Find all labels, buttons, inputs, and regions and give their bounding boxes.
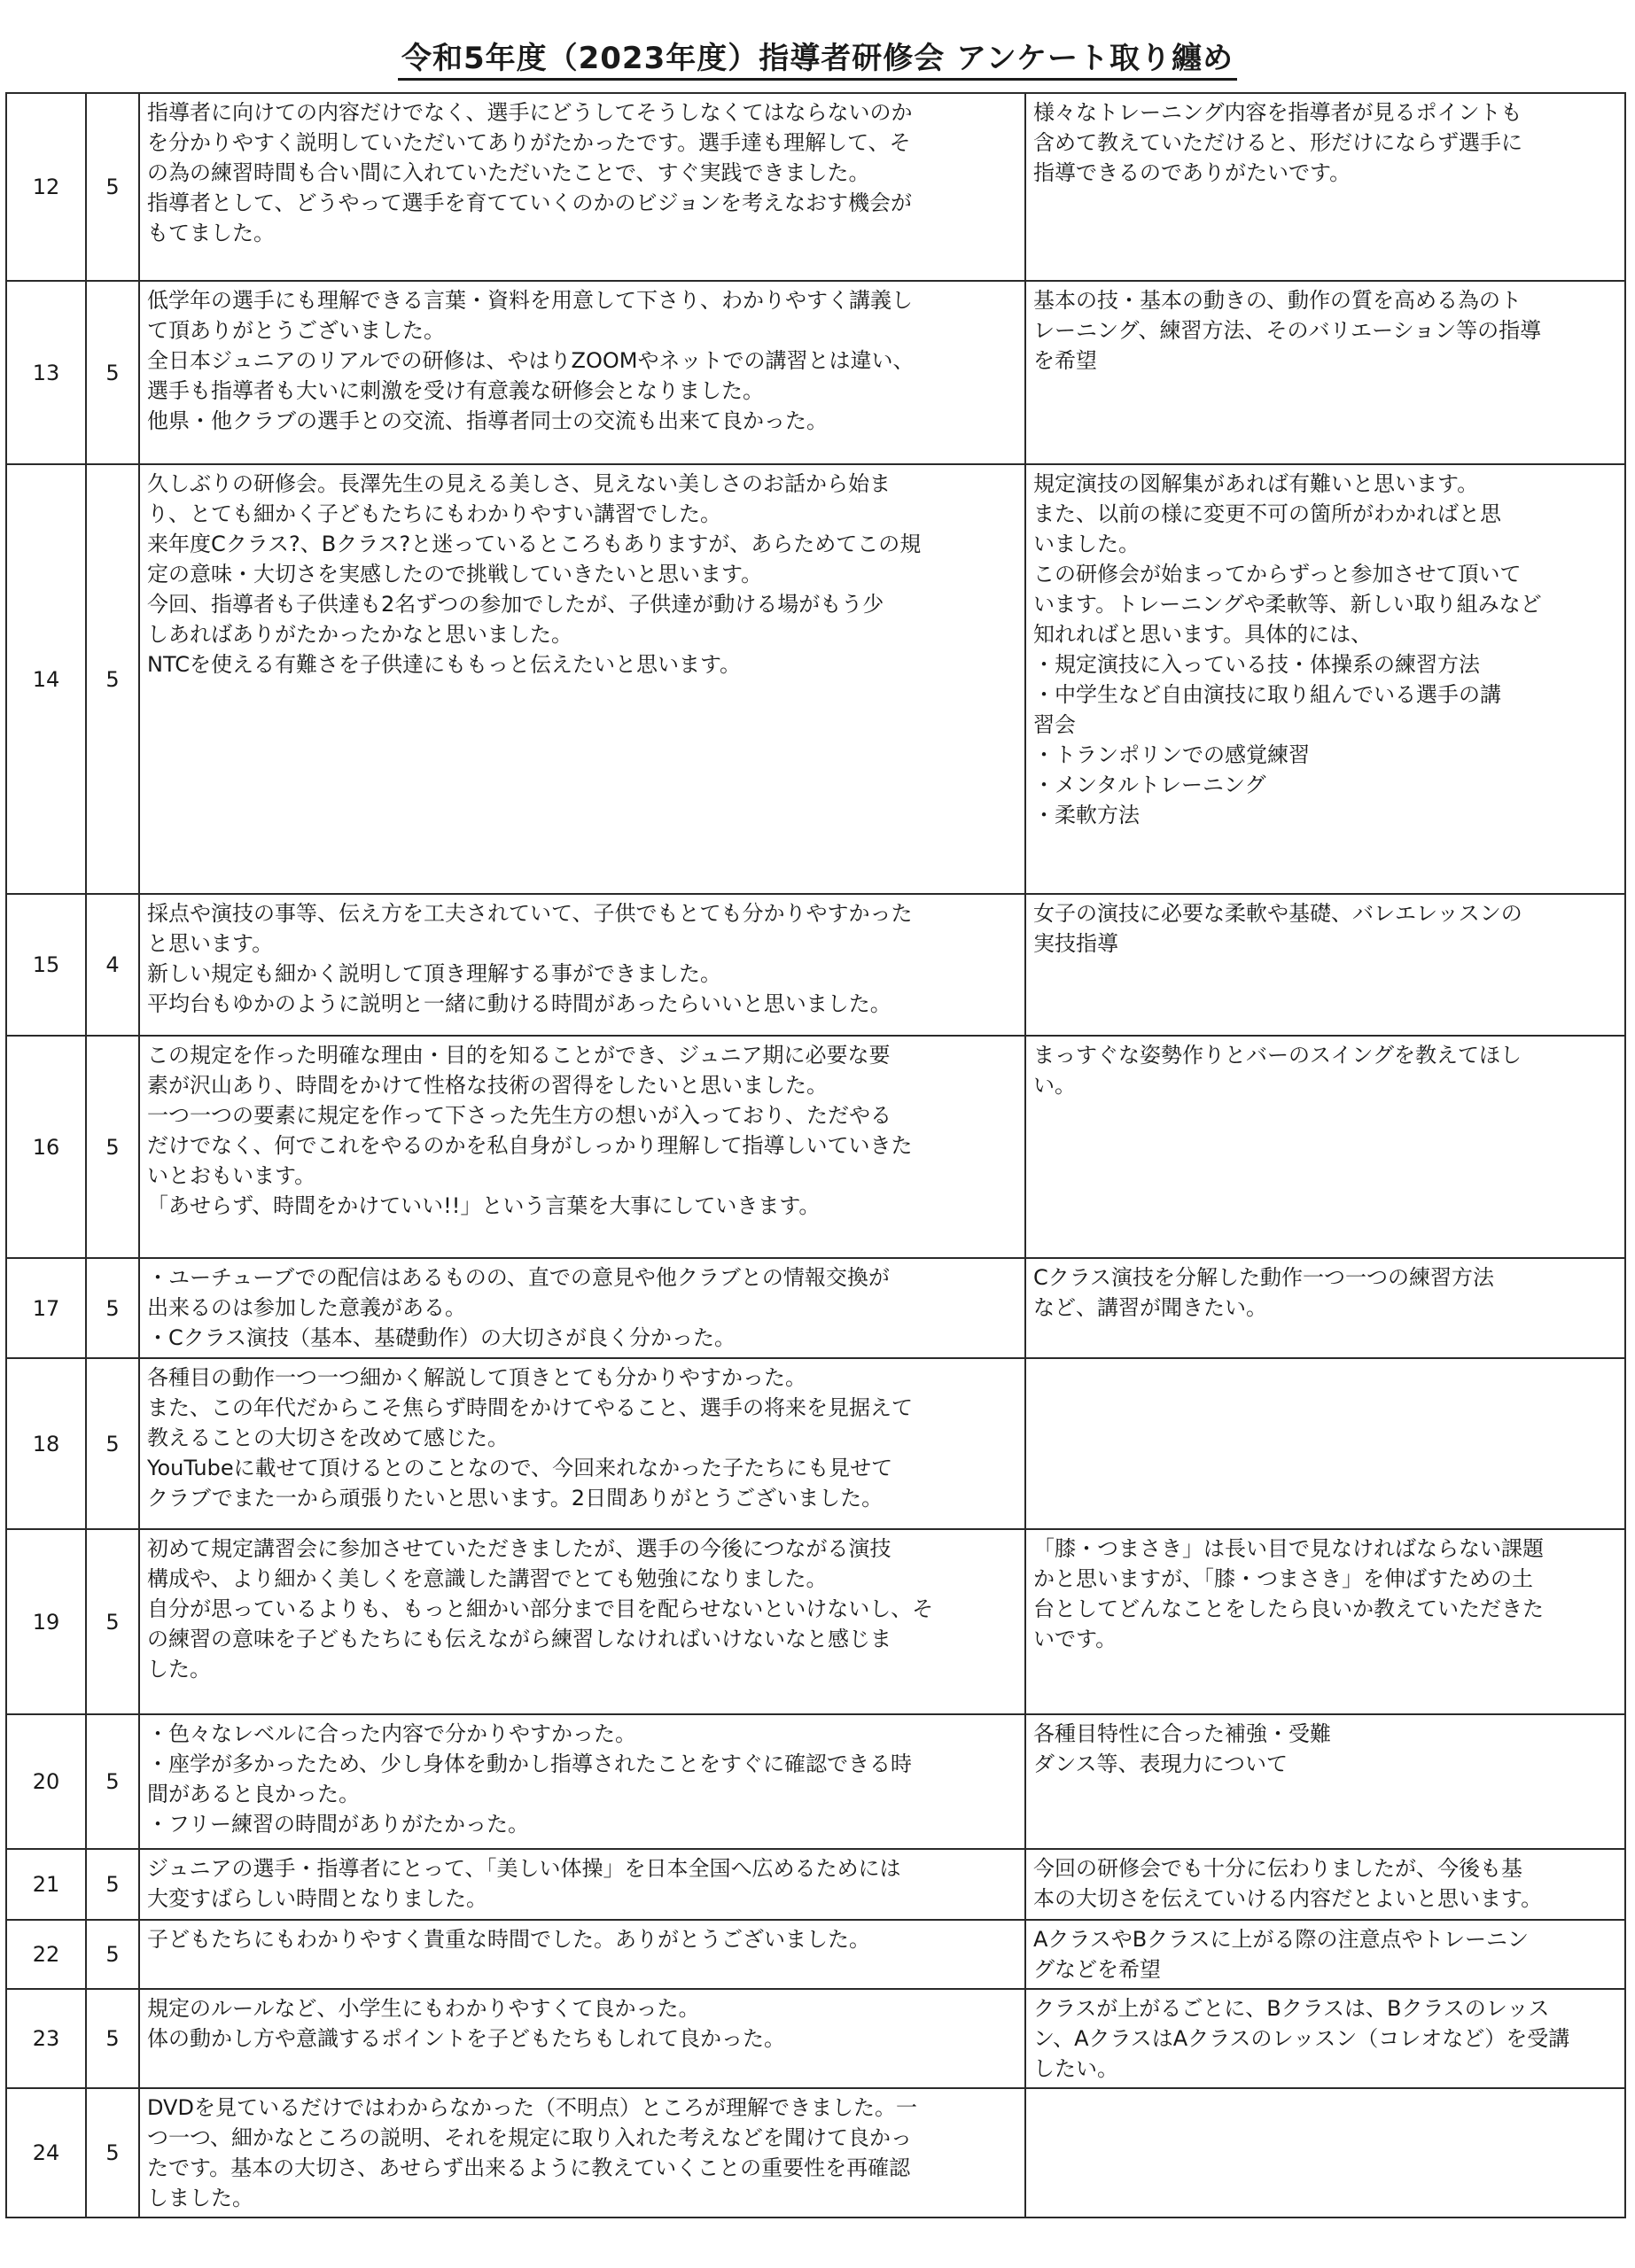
table-row bbox=[6, 1036, 1625, 1258]
row-number: 24 bbox=[6, 2088, 86, 2218]
table-row bbox=[6, 1529, 1625, 1714]
row-number: 14 bbox=[6, 464, 86, 894]
request-text: Cクラス演技を分解した動作一つ一つの練習方法 など、講習が聞きたい。 bbox=[1025, 1258, 1625, 1358]
impression-text: 採点や演技の事等、伝え方を工夫されていて、子供でもとても分かりやすかった と思います。 新しい規定も細かく説明して頂き理解する事ができました。 平均台もゆかのように説明と一緒に動ける時間があったらいいと思いました。 bbox=[139, 894, 1025, 1036]
table-row bbox=[6, 1258, 1625, 1358]
row-number: 23 bbox=[6, 1989, 86, 2088]
request-text: 女子の演技に必要な柔軟や基礎、バレエレッスンの 実技指導 bbox=[1025, 894, 1625, 1036]
survey-table-body bbox=[6, 93, 1625, 2218]
document-title: 令和5年度（2023年度）指導者研修会 アンケート取り纏め bbox=[0, 34, 1635, 77]
rating-score: 5 bbox=[86, 1849, 139, 1920]
rating-score: 5 bbox=[86, 1258, 139, 1358]
request-text: 各種目特性に合った補強・受難 ダンス等、表現力について bbox=[1025, 1714, 1625, 1849]
impression-text: この規定を作った明確な理由・目的を知ることができ、ジュニア期に必要な要 素が沢山あり、時間をかけて性格な技術の習得をしたいと思いました。 一つ一つの要素に規定を作って下さった先生方の想いが入っており、ただやる だけでなく、何でこれをやるのかを私自身がしっかり理解して指導しいていきた いとおもいます。 「あせらず、時間をかけていい!!」という言葉を大事にしていきます。 bbox=[139, 1036, 1025, 1258]
row-number: 15 bbox=[6, 894, 86, 1036]
rating-score: 5 bbox=[86, 1920, 139, 1989]
row-number: 18 bbox=[6, 1358, 86, 1529]
request-text bbox=[1025, 1358, 1625, 1529]
rating-score: 5 bbox=[86, 1529, 139, 1714]
table-row bbox=[6, 2088, 1625, 2218]
table-row bbox=[6, 93, 1625, 281]
impression-text: 久しぶりの研修会。長澤先生の見える美しさ、見えない美しさのお話から始ま り、とても細かく子どもたちにもわかりやすい講習でした。 来年度Cクラス?、Bクラス?と迷っているところもありますが、あらためてこの規 定の意味・大切さを実感したので挑戦していきたいと思います。 今回、指導者も子供達も2名ずつの参加でしたが、子供達が動ける場がもう少 しあればありがたかったかなと思いました。 NTCを使える有難さを子供達にももっと伝えたいと思います。 bbox=[139, 464, 1025, 894]
request-text bbox=[1025, 2088, 1625, 2218]
rating-score: 5 bbox=[86, 93, 139, 281]
row-number: 17 bbox=[6, 1258, 86, 1358]
row-number: 22 bbox=[6, 1920, 86, 1989]
row-number: 19 bbox=[6, 1529, 86, 1714]
table-row bbox=[6, 464, 1625, 894]
rating-score: 5 bbox=[86, 1036, 139, 1258]
impression-text: 規定のルールなど、小学生にもわかりやすくて良かった。 体の動かし方や意識するポイントを子どもたちもしれて良かった。 bbox=[139, 1989, 1025, 2088]
table-row bbox=[6, 1849, 1625, 1920]
rating-score: 5 bbox=[86, 281, 139, 464]
request-text: 基本の技・基本の動きの、動作の質を高める為のト レーニング、練習方法、そのバリエーション等の指導 を希望 bbox=[1025, 281, 1625, 464]
row-number: 13 bbox=[6, 281, 86, 464]
table-row bbox=[6, 281, 1625, 464]
impression-text: 子どもたちにもわかりやすく貴重な時間でした。ありがとうございました。 bbox=[139, 1920, 1025, 1989]
row-number: 20 bbox=[6, 1714, 86, 1849]
impression-text: DVDを見ているだけではわからなかった（不明点）ところが理解できました。一 つ一つ、細かなところの説明、それを規定に取り入れた考えなどを聞けて良かっ たです。基本の大切さ、あせらず出来るように教えていくことの重要性を再確認 しました。 bbox=[139, 2088, 1025, 2218]
request-text: 様々なトレーニング内容を指導者が見るポイントも 含めて教えていただけると、形だけにならず選手に 指導できるのでありがたいです。 bbox=[1025, 93, 1625, 281]
impression-text: ジュニアの選手・指導者にとって、「美しい体操」を日本全国へ広めるためには 大変すばらしい時間となりました。 bbox=[139, 1849, 1025, 1920]
rating-score: 5 bbox=[86, 2088, 139, 2218]
row-number: 21 bbox=[6, 1849, 86, 1920]
rating-score: 4 bbox=[86, 894, 139, 1036]
request-text: クラスが上がるごとに、Bクラスは、Bクラスのレッス ン、AクラスはAクラスのレッスン（コレオなど）を受講 したい。 bbox=[1025, 1989, 1625, 2088]
request-text: 「膝・つまさき」は長い目で見なければならない課題 かと思いますが、「膝・つまさき」を伸ばすための土 台としてどんなことをしたら良いか教えていただきた いです。 bbox=[1025, 1529, 1625, 1714]
table-row bbox=[6, 894, 1625, 1036]
rating-score: 5 bbox=[86, 1714, 139, 1849]
impression-text: 初めて規定講習会に参加させていただきましたが、選手の今後につながる演技 構成や、より細かく美しくを意識した講習でとても勉強になりました。 自分が思っているよりも、もっと細かい部分まで目を配らせないといけないし、そ の練習の意味を子どもたちにも伝えながら練習しなければいけないなと感じま した。 bbox=[139, 1529, 1025, 1714]
impression-text: 低学年の選手にも理解できる言葉・資料を用意して下さり、わかりやすく講義し て頂ありがとうございました。 全日本ジュニアのリアルでの研修は、やはりZOOMやネットでの講習とは違い、 選手も指導者も大いに刺激を受け有意義な研修会となりました。 他県・他クラブの選手との交流、指導者同士の交流も出来て良かった。 bbox=[139, 281, 1025, 464]
request-text: AクラスやBクラスに上がる際の注意点やトレーニン グなどを希望 bbox=[1025, 1920, 1625, 1989]
table-row bbox=[6, 1714, 1625, 1849]
rating-score: 5 bbox=[86, 464, 139, 894]
survey-table bbox=[5, 92, 1626, 2218]
impression-text: 各種目の動作一つ一つ細かく解説して頂きとても分かりやすかった。 また、この年代だからこそ焦らず時間をかけてやること、選手の将来を見据えて 教えることの大切さを改めて感じた。 YouTubeに載せて頂けるとのことなので、今回来れなかった子たちにも見せて クラブでまた一から頑張りたいと思います。2日間ありがとうございました。 bbox=[139, 1358, 1025, 1529]
row-number: 16 bbox=[6, 1036, 86, 1258]
rating-score: 5 bbox=[86, 1989, 139, 2088]
table-row bbox=[6, 1920, 1625, 1989]
request-text: まっすぐな姿勢作りとバーのスイングを教えてほし い。 bbox=[1025, 1036, 1625, 1258]
row-number: 12 bbox=[6, 93, 86, 281]
table-row bbox=[6, 1989, 1625, 2088]
impression-text: ・色々なレベルに合った内容で分かりやすかった。 ・座学が多かったため、少し身体を動かし指導されたことをすぐに確認できる時 間があると良かった。 ・フリー練習の時間がありがたかった。 bbox=[139, 1714, 1025, 1849]
request-text: 規定演技の図解集があれば有難いと思います。 また、以前の様に変更不可の箇所がわかればと思 いました。 この研修会が始まってからずっと参加させて頂いて います。トレーニングや柔軟等、新しい取り組みなど 知れればと思います。具体的には、 ・規定演技に入っている技・体操系の練習方法 ・中学生など自由演技に取り組んでいる選手の講 習会 ・トランポリンでの感覚練習 ・メンタルトレーニング ・柔軟方法 bbox=[1025, 464, 1625, 894]
impression-text: ・ユーチューブでの配信はあるものの、直での意見や他クラブとの情報交換が 出来るのは参加した意義がある。 ・Cクラス演技（基本、基礎動作）の大切さが良く分かった。 bbox=[139, 1258, 1025, 1358]
impression-text: 指導者に向けての内容だけでなく、選手にどうしてそうしなくてはならないのか を分かりやすく説明していただいてありがたかったです。選手達も理解して、そ の為の練習時間も合い間に入れていただいたことで、すぐ実践できました。 指導者として、どうやって選手を育てていくのかのビジョンを考えなおす機会が もてました。 bbox=[139, 93, 1025, 281]
table-row bbox=[6, 1358, 1625, 1529]
rating-score: 5 bbox=[86, 1358, 139, 1529]
request-text: 今回の研修会でも十分に伝わりましたが、今後も基 本の大切さを伝えていける内容だとよいと思います。 bbox=[1025, 1849, 1625, 1920]
